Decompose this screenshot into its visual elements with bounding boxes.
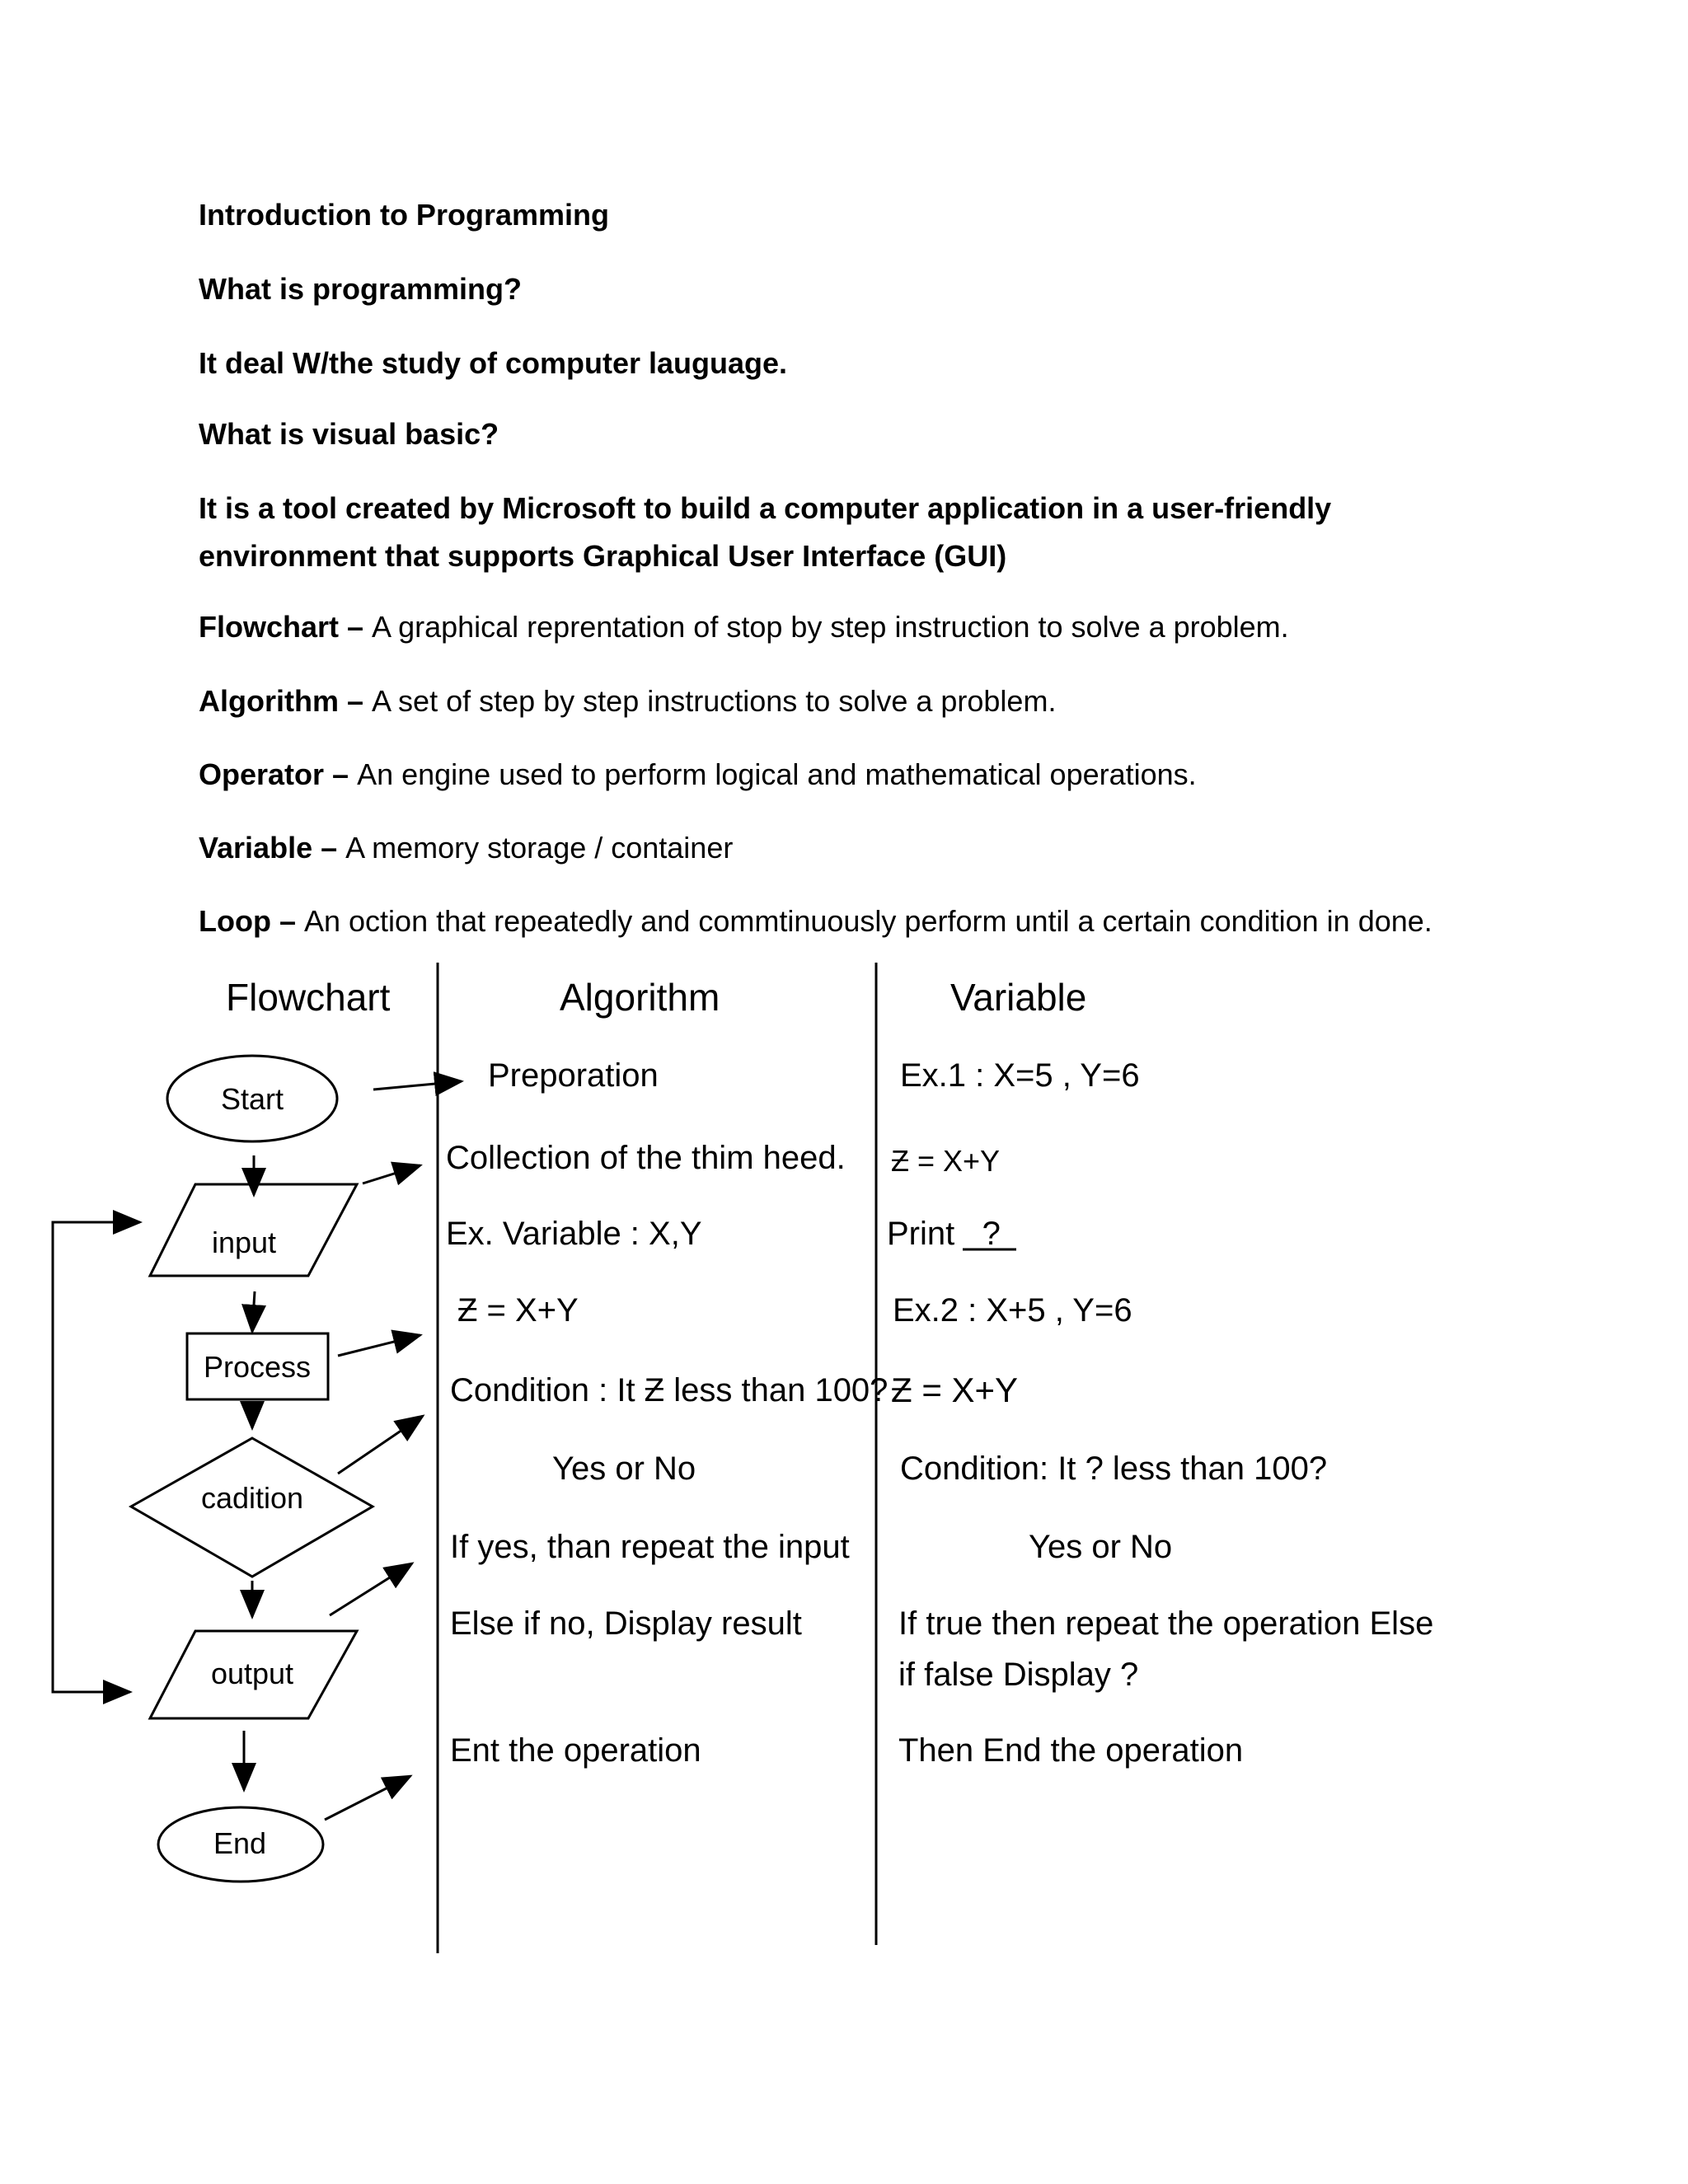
page-title: Introduction to Programming (199, 198, 609, 232)
definition-term: Variable – (199, 831, 346, 865)
variable-line: if false Display ? (898, 1657, 1139, 1693)
arrow-input-to-algorithm (363, 1165, 420, 1183)
definition-text: A set of step by step instructions to solve a problem. (372, 684, 1057, 718)
condition-label: cadition (200, 1481, 304, 1515)
definition-text: An oction that repeatedly and commtinuously perform until a certain condition in done. (304, 904, 1432, 938)
algorithm-step: Else if no, Display result (450, 1605, 802, 1642)
input-label: input (211, 1226, 277, 1259)
answer-visual-basic: It is a tool created by Microsoft to build a computer application in a user-friendly environment that supports Graphical User Interface (GUI) (199, 491, 1332, 573)
variable-line: Condition: It ? less than 100? (900, 1451, 1328, 1487)
arrow-start-to-algorithm (373, 1081, 462, 1090)
variable-line: Then End the operation (898, 1732, 1244, 1769)
arrow-input-to-process (252, 1291, 255, 1332)
variable-line: Ex.2 : X+5 , Y=6 (893, 1292, 1132, 1329)
definition-text: An engine used to perform logical and mathematical operations. (357, 757, 1197, 791)
variable-line: Ƶ = X+Y (891, 1371, 1019, 1409)
arrow-condition-to-algorithm (338, 1416, 423, 1474)
variable-line (887, 1216, 1019, 1253)
arrow-end-to-algorithm (325, 1776, 410, 1820)
print-question: ? (964, 1216, 1020, 1252)
definition-term: Loop – (199, 904, 304, 938)
definition-text: A graphical reprentation of stop by step instruction to solve a problem. (372, 610, 1289, 644)
variable-line: If true then repeat the operation Else (898, 1605, 1434, 1642)
process-label: Process (203, 1350, 312, 1384)
answer-programming: It deal W/the study of computer lauguage. (199, 346, 788, 380)
algorithm-step: Ent the operation (450, 1732, 701, 1769)
algorithm-step: Preporation (488, 1057, 659, 1094)
definition-term: Operator – (199, 757, 358, 791)
algorithm-step: Yes or No (552, 1451, 696, 1487)
output-label: output (210, 1657, 294, 1690)
variable-line: Ƶ = X+Y (891, 1144, 1001, 1178)
definition-term: Algorithm – (199, 684, 373, 718)
print-text: Print (887, 1216, 964, 1252)
arrow-process-to-algorithm (338, 1335, 420, 1356)
algorithm-step: Ex. Variable : X,Y (446, 1216, 702, 1252)
header-variable: Variable (950, 976, 1087, 1019)
arrow-condition-to-else (330, 1563, 412, 1615)
header-flowchart: Flowchart (226, 976, 391, 1019)
algorithm-step: Ƶ = X+Y (457, 1292, 579, 1329)
start-label: Start (220, 1082, 284, 1116)
variable-line: Ex.1 : X=5 , Y=6 (900, 1057, 1140, 1094)
algorithm-step: Condition : It Ƶ less than 100? (450, 1372, 889, 1408)
definition-term: Flowchart – (199, 610, 373, 644)
variable-line: Yes or No (1029, 1529, 1173, 1565)
header-algorithm: Algorithm (560, 976, 720, 1019)
question-visual-basic: What is visual basic? (199, 417, 499, 451)
definition-text: A memory storage / container (345, 831, 734, 865)
algorithm-step: If yes, than repeat the input (450, 1529, 850, 1565)
algorithm-step: Collection of the thim heed. (446, 1140, 846, 1176)
loop-back-line (53, 1222, 140, 1692)
question-programming: What is programming? (199, 272, 523, 306)
end-label: End (213, 1826, 267, 1860)
